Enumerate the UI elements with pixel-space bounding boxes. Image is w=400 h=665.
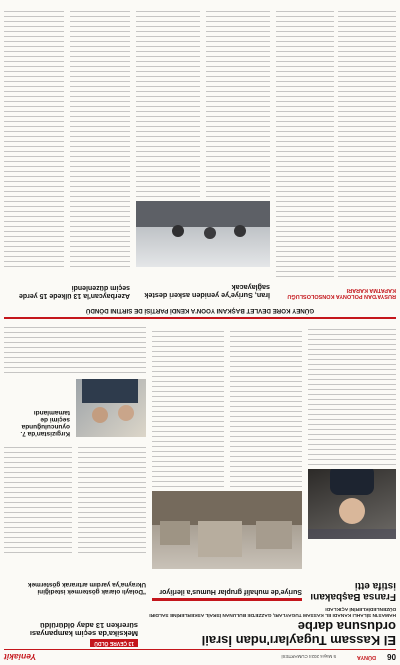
group-image [76,379,146,437]
bottom-banner-text: GÜNEY KORE DEVLET BAŞKANI YOON'A KENDİ PARTİSİ DE SIRTINI DÖNDÜ [85,307,315,314]
iran-story [136,269,270,299]
lead-story [146,605,396,647]
armenia-body-col1 [70,7,130,267]
mexico-title: Meksika'da seçim kampanyası sürerken 13 aday öldürüldü [29,620,138,638]
russia-body-col1 [338,7,396,277]
armenia-story [4,269,130,299]
russia-body-col2 [276,7,334,277]
kyrgyz-story [4,379,70,437]
armenia-title: Azerbaycan'la 13 ülkede 15 yerde seçim düzenlendi [18,284,130,299]
ukraine-body-col2 [4,443,72,553]
kyrgyz-title: Kırgızistan'da 7. oyunculuğunda seçimi de tamamlandı [20,409,70,437]
syria-photo [152,491,302,569]
france-story [308,541,396,601]
syria-title: Suriye'de muhalif gruplar Humus'a ilerliyor [159,588,302,595]
bottom-banner [4,303,396,319]
crowd-image [136,201,270,267]
ukraine-title: "Dolaylı olarak göstermek istediğini Ukrayna'ya yardım artırarak göstermek [27,581,146,595]
newspaper-logo: Yeniakit [4,652,37,662]
syria-body-col2 [152,327,224,487]
masthead [4,649,396,662]
france-title: Fransa Başbakanı istifa etti [310,580,396,602]
syria-rule [152,598,302,601]
iran-body-col1 [206,7,270,197]
ukraine-story [4,555,146,595]
ukraine-body-col1 [78,443,146,553]
mexico-story [4,599,138,647]
syria-body-col1 [230,327,302,487]
russia-story [276,279,396,299]
mexico-badge: 13 ÇEVRE ÖLDÜ [90,639,138,647]
syria-story [152,571,302,601]
lead-story-title: El Kassam Tugayları'ndan İsrail ordusuna darbe [201,619,396,648]
kyrgyz-body [4,327,146,373]
lead-story-deck: HAMAS'IN SİLAHLI KANADI EL KASSAM TUGAYLARI, GAZZE'DE BULUNAN İSRAİL ASKERLERİNE SALDIRI DÜZENLEDİKLERİNİ AÇIKLADI [149,606,396,617]
scene-image [152,491,302,569]
kyrgyz-photo [76,379,146,437]
portrait-image [308,469,396,539]
page-number: 06 [387,652,396,661]
iran-body-col2 [136,7,200,197]
france-photo [308,469,396,539]
armenia-body-col2 [4,7,64,267]
section-label: DÜNYA [356,654,376,660]
russia-title: RUSYA'DAN POLONYA KONSOLOSLUĞU KAPATMA KARARI [287,287,396,299]
france-body [308,325,396,465]
iran-title: İran, Suriye'ye yeniden askeri destek sağlayacak [144,283,270,300]
date-line: 5 Mayıs 2024 CUMARTESİ [281,654,336,659]
iran-photo [136,201,270,267]
